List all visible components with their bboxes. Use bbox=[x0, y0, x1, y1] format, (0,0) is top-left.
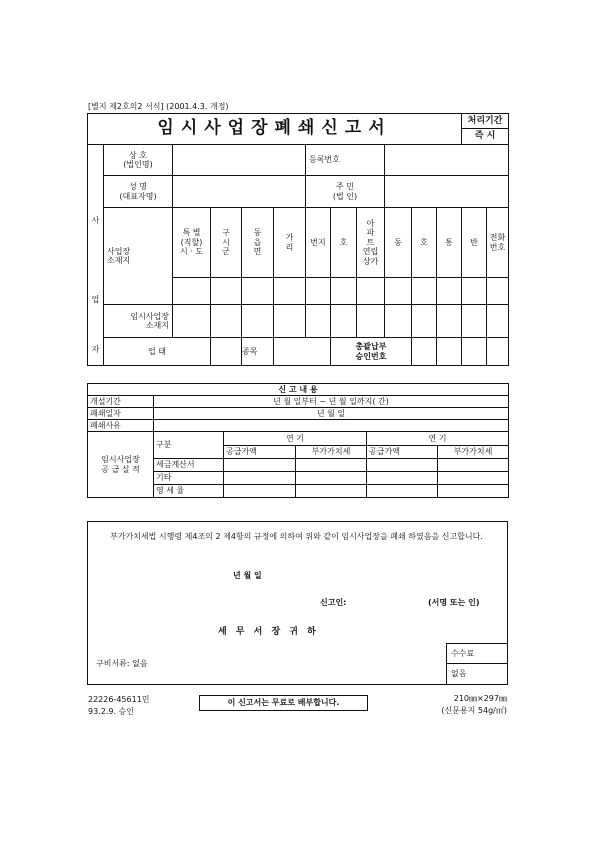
addr-col-unit: 호 bbox=[412, 208, 437, 278]
cell-invoice-vat-1[interactable] bbox=[296, 459, 367, 472]
location-label: 사업장 소재지 bbox=[104, 208, 173, 305]
cell-zero-supply-1[interactable] bbox=[224, 485, 296, 498]
location-field-6[interactable] bbox=[331, 278, 357, 305]
addr-col-district: 구 시 군 bbox=[211, 208, 242, 278]
reg-no-field[interactable] bbox=[385, 145, 509, 176]
signature-label: (서명 또는 인) bbox=[428, 598, 480, 607]
applicant-table bbox=[87, 113, 509, 366]
side-char-3: 자 bbox=[91, 344, 100, 354]
location-field-7[interactable] bbox=[357, 278, 385, 305]
cell-invoice-vat-2[interactable] bbox=[438, 459, 509, 472]
opening-period-label: 개설기간 bbox=[88, 396, 154, 408]
addr-col-apartment: 아 파 트 연립 상가 bbox=[357, 208, 385, 278]
business-type-label: 업 태 bbox=[104, 338, 211, 366]
cell-zero-vat-2[interactable] bbox=[438, 485, 509, 498]
approval-no-field-1[interactable] bbox=[412, 338, 437, 366]
closing-reason-label: 폐쇄사유 bbox=[88, 420, 154, 432]
temp-site-field-5[interactable] bbox=[306, 305, 331, 338]
cell-other-supply-2[interactable] bbox=[367, 472, 438, 485]
declaration-date[interactable]: 년 월 일 bbox=[233, 571, 262, 580]
attachments: 구비서류: 없음 bbox=[96, 659, 148, 668]
temp-site-field-10[interactable] bbox=[437, 305, 462, 338]
resident-no-field[interactable] bbox=[385, 176, 509, 208]
cell-other-vat-2[interactable] bbox=[438, 472, 509, 485]
temp-site-field-8[interactable] bbox=[385, 305, 412, 338]
location-field-5[interactable] bbox=[306, 278, 331, 305]
location-field-9[interactable] bbox=[412, 278, 437, 305]
cell-other-vat-1[interactable] bbox=[296, 472, 367, 485]
temp-site-field-3[interactable] bbox=[242, 305, 274, 338]
name-label: 성 명 (대표자명) bbox=[104, 176, 173, 208]
row-label-zero-rate: 영 세 율 bbox=[154, 485, 224, 498]
side-char-1: 사 bbox=[91, 215, 100, 225]
closing-date-field[interactable]: 년 월 일 bbox=[154, 408, 509, 420]
cell-invoice-supply-1[interactable] bbox=[224, 459, 296, 472]
supply-amount-header-1: 공급가액 bbox=[224, 446, 296, 459]
fee-value: 없음 bbox=[451, 669, 467, 678]
cell-zero-supply-2[interactable] bbox=[367, 485, 438, 498]
location-field-8[interactable] bbox=[385, 278, 412, 305]
declaration-text: 부가가치세법 시행령 제4조의 2 제4항의 규정에 의하여 위와 같이 임시사업장을 폐쇄 하였음을 신고합니다. bbox=[110, 532, 483, 541]
year-1-header: 연 기 bbox=[224, 432, 367, 446]
year-2-header: 연 기 bbox=[367, 432, 509, 446]
fee-label: 수수료 bbox=[447, 644, 508, 664]
location-field-3[interactable] bbox=[242, 278, 274, 305]
temp-site-field-9[interactable] bbox=[412, 305, 437, 338]
free-distribution-notice: 이 신고서는 무료로 배부합니다. bbox=[199, 695, 368, 711]
approval-date: 93.2.9. 승인 bbox=[88, 707, 134, 716]
temp-site-field-7[interactable] bbox=[357, 305, 385, 338]
temp-site-field-4[interactable] bbox=[274, 305, 306, 338]
processing-period-value: 즉 시 bbox=[474, 131, 496, 141]
footer-right bbox=[410, 693, 507, 717]
item-label: 종목 bbox=[242, 338, 274, 366]
addr-col-ho: 호 bbox=[331, 208, 357, 278]
closing-date-label: 폐쇄일자 bbox=[88, 408, 154, 420]
approval-no-label: 총괄납부 승인번호 bbox=[331, 338, 412, 366]
form-title: 임시사업장폐쇄신고서 bbox=[88, 114, 462, 145]
name-field[interactable] bbox=[173, 176, 306, 208]
row-label-other: 기타 bbox=[154, 472, 224, 485]
trade-name-field[interactable] bbox=[173, 145, 306, 176]
declaration-box bbox=[87, 521, 508, 685]
row-label-tax-invoice: 세금계산서 bbox=[154, 459, 224, 472]
cell-other-supply-1[interactable] bbox=[224, 472, 296, 485]
approval-no-field-3[interactable] bbox=[462, 338, 487, 366]
closing-reason-field[interactable] bbox=[154, 420, 509, 432]
form-header-note: [별지 제2호의2 서식] (2001.4.3. 개정) bbox=[88, 102, 229, 111]
addr-col-town: 동 읍 면 bbox=[242, 208, 274, 278]
applicant-side-label bbox=[88, 145, 104, 366]
cell-zero-vat-1[interactable] bbox=[296, 485, 367, 498]
recipient: 세 무 서 장 귀 하 bbox=[218, 627, 319, 637]
reg-no-label: 등록번호 bbox=[306, 145, 385, 176]
addr-col-ri: 가 리 bbox=[274, 208, 306, 278]
business-type-field[interactable] bbox=[211, 338, 242, 366]
category-label: 구분 bbox=[154, 432, 224, 459]
addr-col-ban: 반 bbox=[462, 208, 487, 278]
addr-col-bunji: 번지 bbox=[306, 208, 331, 278]
vat-header-2: 부가가치세 bbox=[438, 446, 509, 459]
location-field-12[interactable] bbox=[487, 278, 509, 305]
resident-no-label: 주 민 (법 인) bbox=[306, 176, 385, 208]
addr-col-province: 특 별 (직할) 시 · 도 bbox=[173, 208, 211, 278]
reporter-label: 신고인: bbox=[320, 598, 347, 607]
trade-name-label: 상 호 (법인명) bbox=[104, 145, 173, 176]
location-field-2[interactable] bbox=[211, 278, 242, 305]
temp-site-field-1[interactable] bbox=[173, 305, 211, 338]
cell-invoice-supply-2[interactable] bbox=[367, 459, 438, 472]
addr-col-tong: 통 bbox=[437, 208, 462, 278]
temp-site-field-6[interactable] bbox=[331, 305, 357, 338]
approval-no-field-2[interactable] bbox=[437, 338, 462, 366]
location-field-4[interactable] bbox=[274, 278, 306, 305]
supply-amount-header-2: 공급가액 bbox=[367, 446, 438, 459]
temp-site-field-11[interactable] bbox=[462, 305, 487, 338]
location-field-10[interactable] bbox=[437, 278, 462, 305]
approval-no-field-4[interactable] bbox=[487, 338, 509, 366]
content-header: 신 고 내 용 bbox=[88, 384, 509, 396]
paper-type: (신문용지 54g/㎡) bbox=[441, 706, 507, 715]
report-content-table bbox=[87, 383, 509, 498]
location-field-11[interactable] bbox=[462, 278, 487, 305]
addr-col-dong: 동 bbox=[385, 208, 412, 278]
vat-header-1: 부가가치세 bbox=[296, 446, 367, 459]
side-char-2: 업 bbox=[91, 295, 100, 305]
temp-site-field-12[interactable] bbox=[487, 305, 509, 338]
form-code: 22226-45611민 bbox=[88, 695, 150, 704]
temp-site-label: 임시사업장 소재지 bbox=[104, 305, 173, 338]
supply-performance-label: 임시사업장 공 급 실 적 bbox=[88, 432, 154, 498]
footer-left bbox=[88, 694, 150, 718]
temp-site-field-2[interactable] bbox=[211, 305, 242, 338]
location-field-1[interactable] bbox=[173, 278, 211, 305]
processing-period-label: 처리기간 bbox=[462, 114, 508, 129]
item-field[interactable] bbox=[274, 338, 331, 366]
fee-box bbox=[446, 643, 508, 684]
addr-col-phone: 전화 번호 bbox=[487, 208, 509, 278]
opening-period-field[interactable]: 년 월 일부터 ~ 년 월 일까지( 간) bbox=[154, 396, 509, 408]
paper-size: 210㎜×297㎜ bbox=[453, 694, 507, 703]
